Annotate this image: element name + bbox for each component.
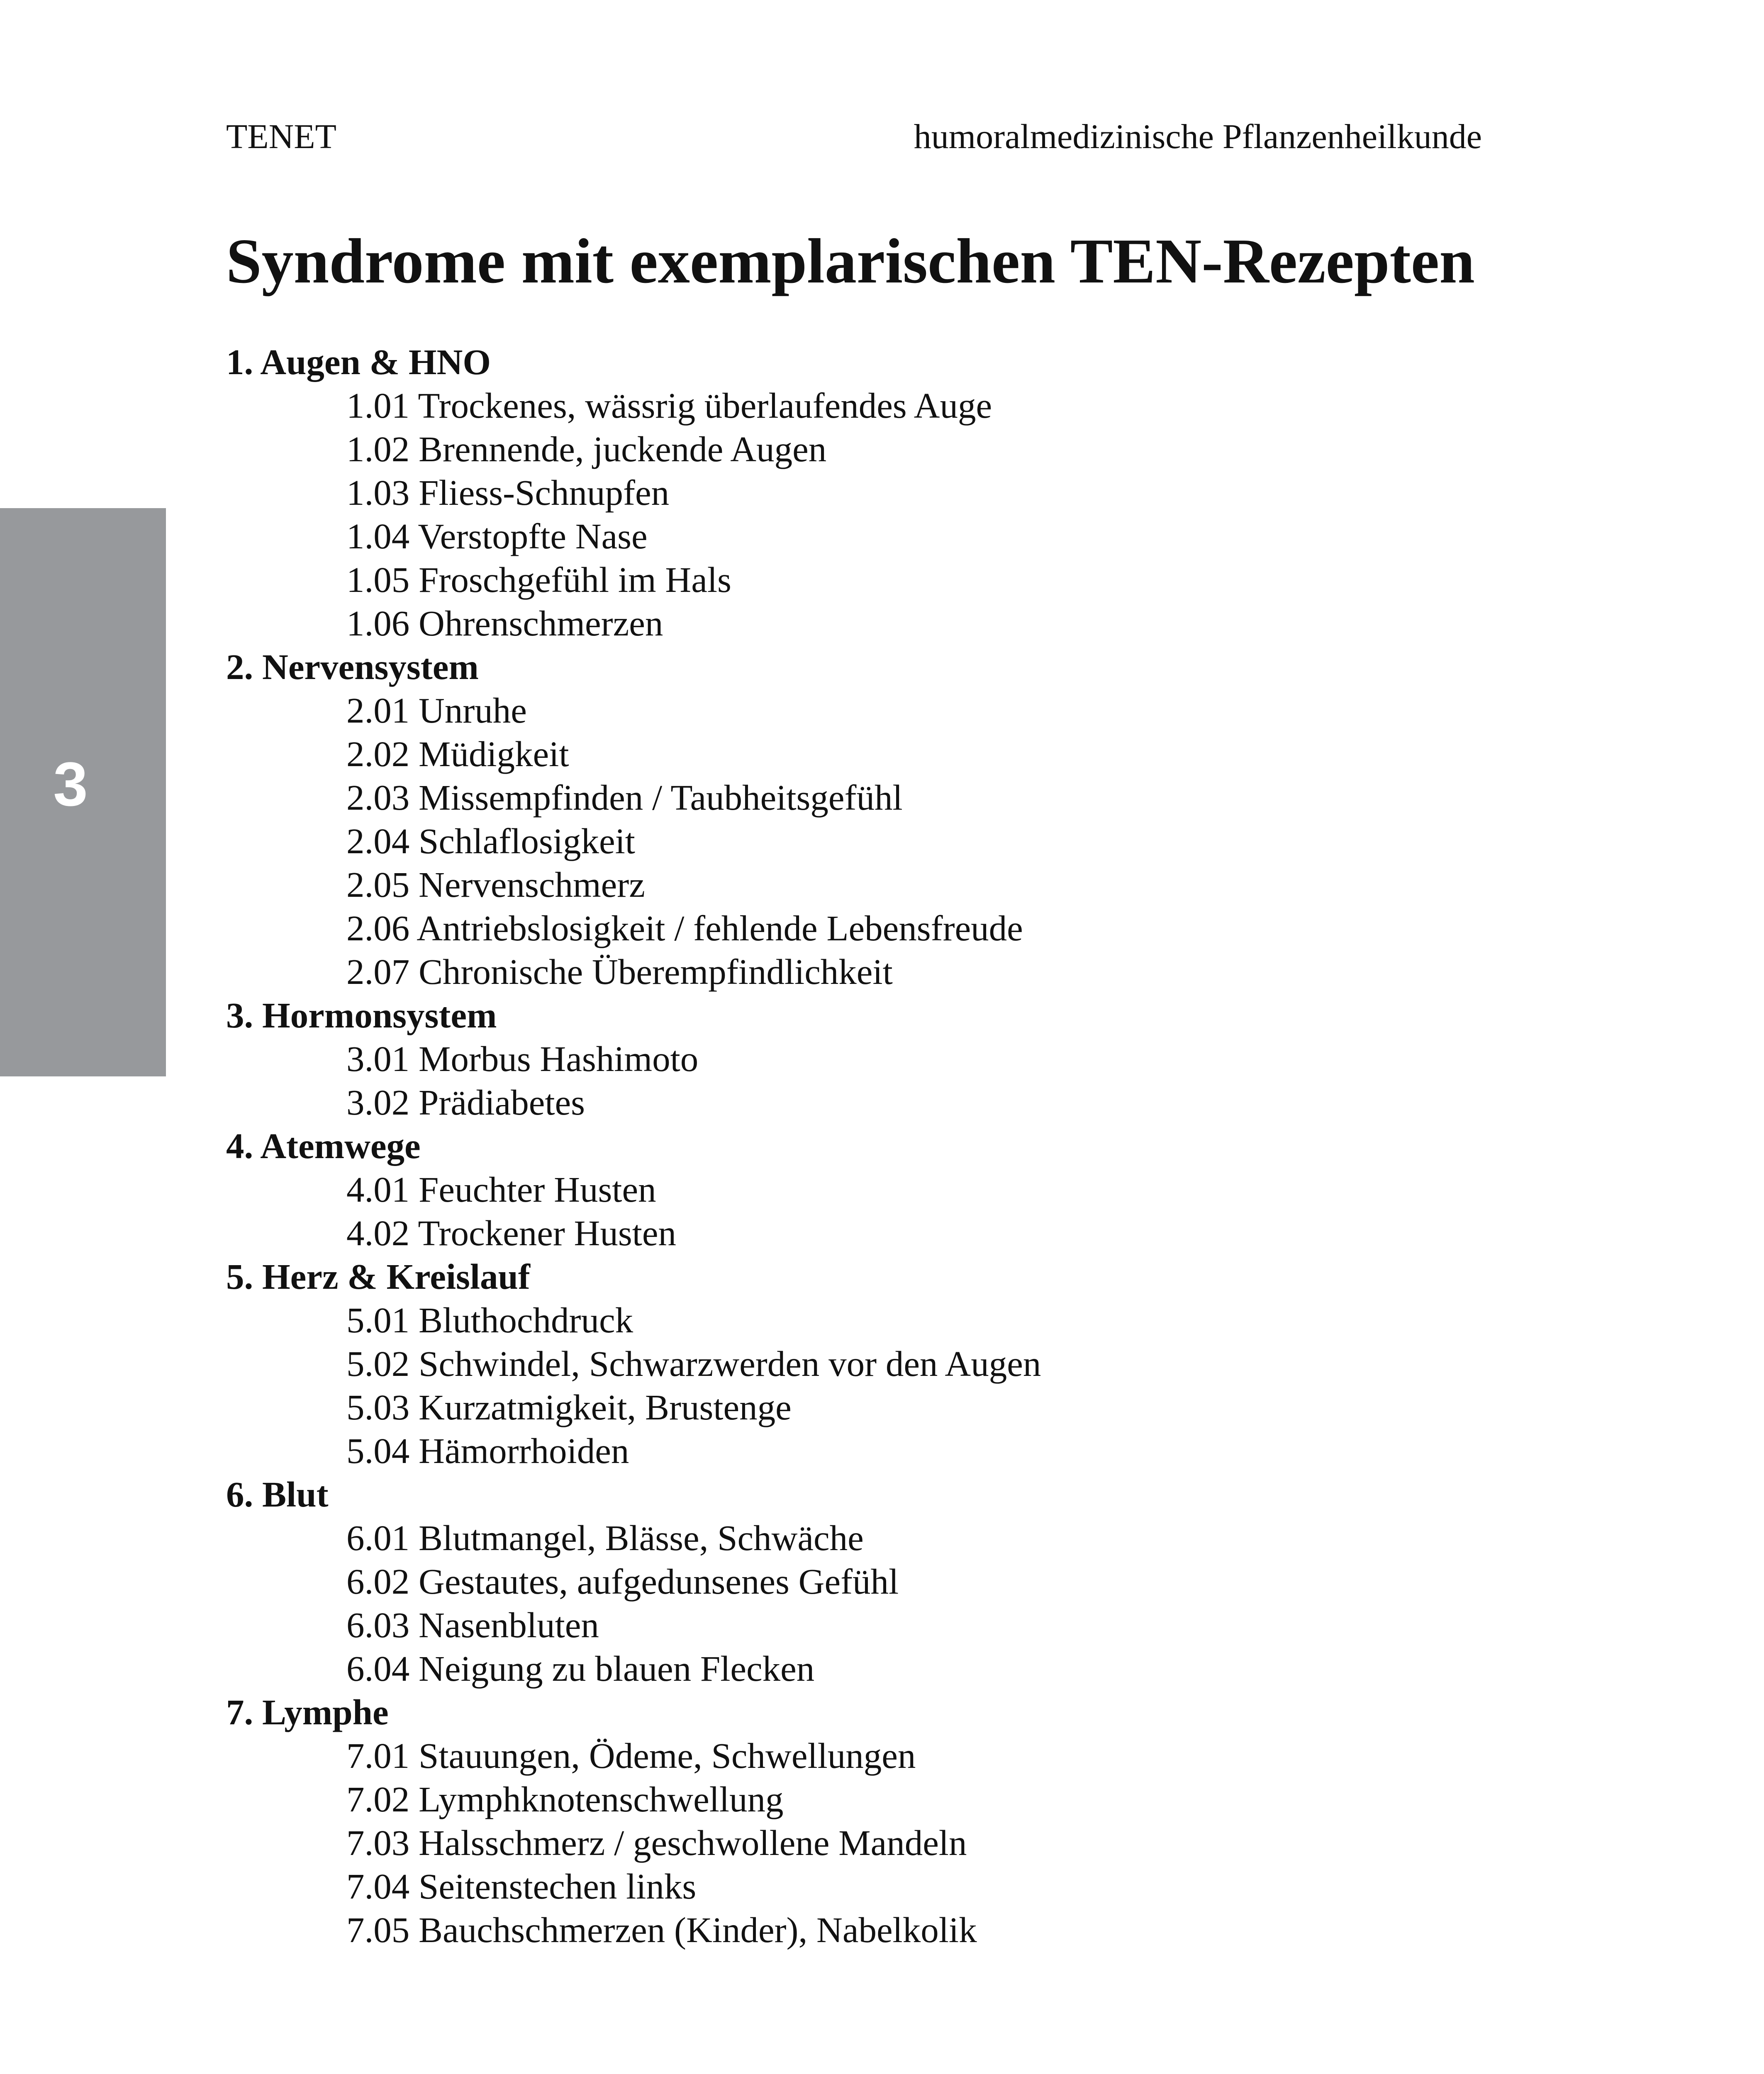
syndrome-item: 6.02 Gestautes, aufgedunsenes Gefühl — [346, 1561, 899, 1602]
syndrome-item: 5.04 Hämorrhoiden — [346, 1431, 629, 1471]
syndrome-item: 7.04 Seitenstechen links — [346, 1866, 697, 1906]
syndrome-item: 1.04 Verstopfte Nase — [346, 516, 648, 556]
syndrome-item: 2.01 Unruhe — [346, 690, 527, 730]
section-heading: 6. Blut — [226, 1474, 329, 1514]
syndrome-item: 1.06 Ohrenschmerzen — [346, 603, 663, 643]
syndrome-item: 1.01 Trockenes, wässrig überlaufendes Auge — [346, 385, 992, 426]
section-heading: 3. Hormonsystem — [226, 995, 497, 1035]
syndrome-item: 2.07 Chronische Überempfindlichkeit — [346, 952, 893, 992]
syndrome-item: 4.02 Trockener Husten — [346, 1213, 677, 1253]
syndrome-item: 2.04 Schlaflosigkeit — [346, 821, 635, 861]
chapter-number: 3 — [53, 749, 88, 819]
chapter-tab — [0, 508, 166, 1076]
section-heading: 4. Atemwege — [226, 1126, 421, 1166]
section-heading: 1. Augen & HNO — [226, 342, 491, 382]
syndrome-item: 4.01 Feuchter Husten — [346, 1169, 656, 1210]
header-publication: TENET — [226, 117, 336, 156]
syndrome-item: 7.03 Halsschmerz / geschwollene Mandeln — [346, 1823, 967, 1863]
section-heading: 2. Nervensystem — [226, 647, 479, 687]
syndrome-item: 7.02 Lymphknotenschwellung — [346, 1779, 784, 1819]
syndrome-item: 2.03 Missempfinden / Taubheitsgefühl — [346, 777, 903, 818]
syndrome-item: 2.06 Antriebslosigkeit / fehlende Lebensfreude — [346, 908, 1023, 948]
syndrome-item: 7.05 Bauchschmerzen (Kinder), Nabelkolik — [346, 1910, 977, 1950]
syndrome-item: 3.01 Morbus Hashimoto — [346, 1039, 699, 1079]
syndrome-item: 6.04 Neigung zu blauen Flecken — [346, 1648, 815, 1689]
syndrome-item: 1.03 Fliess-Schnupfen — [346, 472, 670, 513]
syndrome-item: 3.02 Prädiabetes — [346, 1082, 585, 1122]
syndrome-item: 2.05 Nervenschmerz — [346, 864, 645, 905]
header-subject: humoralmedizinische Pflanzenheilkunde — [914, 117, 1482, 156]
syndrome-item: 1.02 Brennende, juckende Augen — [346, 429, 827, 469]
running-header — [226, 112, 1482, 162]
syndrome-item: 2.02 Müdigkeit — [346, 734, 569, 774]
syndrome-item: 6.03 Nasenbluten — [346, 1605, 599, 1645]
syndrome-item: 6.01 Blutmangel, Blässe, Schwäche — [346, 1518, 864, 1558]
syndrome-item: 5.01 Bluthochdruck — [346, 1300, 633, 1340]
page-title: Syndrome mit exemplarischen TEN-Rezepten — [226, 226, 1475, 297]
syndrome-item: 5.02 Schwindel, Schwarzwerden vor den Augen — [346, 1344, 1041, 1384]
syndrome-list — [226, 340, 1471, 1952]
syndrome-item: 5.03 Kurzatmigkeit, Brustenge — [346, 1387, 792, 1427]
syndrome-item: 1.05 Froschgefühl im Hals — [346, 560, 731, 600]
syndrome-item: 7.01 Stauungen, Ödeme, Schwellungen — [346, 1736, 916, 1776]
section-heading: 5. Herz & Kreislauf — [226, 1256, 530, 1297]
section-heading: 7. Lymphe — [226, 1692, 389, 1732]
